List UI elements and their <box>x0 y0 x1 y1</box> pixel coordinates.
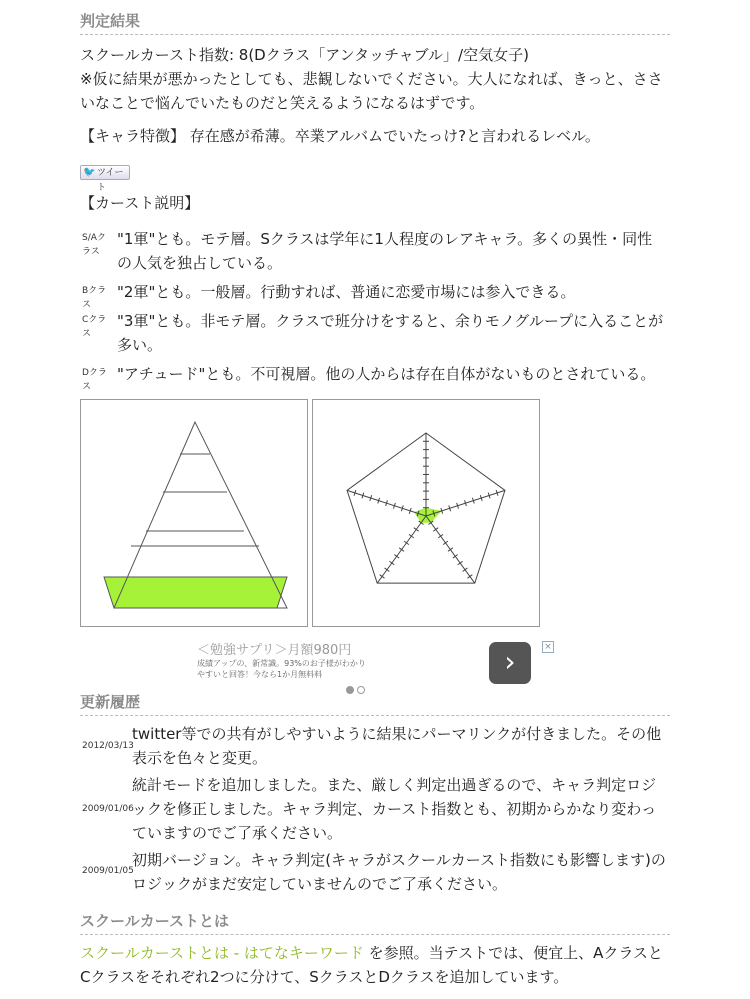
radar-tick <box>433 528 438 532</box>
tweet-button[interactable] <box>80 165 130 193</box>
radar-tick <box>404 541 409 545</box>
caste-description: "2軍"とも。一般層。行動すれば、普通に恋愛市場には参入できる。 <box>117 283 576 301</box>
caste-description: "アチュード"とも。不可視層。他の人からは存在自体がないものとされている。 <box>117 365 656 383</box>
result-note: ※仮に結果が悪かったとしても、悲観しないでください。大人になれば、きっと、ささいなことで悩んでいたものだと笑えるようになるはずです。 <box>80 70 663 112</box>
caste-description: "3軍"とも。非モテ層。クラスで班分けをすると、余りモノグループに入ることが多い。 <box>117 312 664 354</box>
radar-tick <box>458 561 463 565</box>
tweet-label: ツイート <box>97 168 124 193</box>
caste-label: Bクラス <box>82 286 107 310</box>
history-date: 2009/01/05 <box>82 866 134 876</box>
caste-row-b <box>80 280 670 310</box>
radar-tick <box>389 561 394 565</box>
radar-tick <box>443 541 448 545</box>
about-text <box>80 941 670 989</box>
ad-close-icon[interactable]: × <box>542 641 554 653</box>
radar-tick <box>380 575 385 579</box>
caste-label: Cクラス <box>82 315 107 339</box>
ad-body: 成績アップの、新常識。93%のお子様がわかりやすいと回答！今なら1か月無料料 <box>197 659 366 679</box>
radar-tick <box>463 568 468 572</box>
result-block <box>80 43 670 115</box>
caste-description: "1軍"とも。モテ層。Sクラスは学年に1人程度のレアキャラ。多くの異性・同性の人気を独占している。 <box>117 230 653 272</box>
history-date: 2012/03/13 <box>82 741 134 751</box>
radar-tick <box>394 555 399 559</box>
caste-row-d <box>80 362 670 392</box>
radar-svg <box>313 400 539 626</box>
pyramid-level-5 <box>104 577 287 608</box>
radar-chart <box>312 399 540 627</box>
twitter-bird-icon: 🐦 <box>83 167 96 178</box>
radar-tick <box>409 534 414 538</box>
history-text: twitter等での共有がしやすいように結果にパーマリンクが付きました。その他表示を色々と変更。 <box>132 725 662 767</box>
radar-tick <box>385 568 390 572</box>
radar-tick <box>467 575 472 579</box>
caste-row-c <box>80 309 670 357</box>
ad-next-button[interactable]: › <box>489 642 531 684</box>
caste-section-title: 【カースト説明】 <box>80 194 200 212</box>
radar-tick <box>399 548 404 552</box>
character-trait: 【キャラ特徴】 存在感が希薄。卒業アルバムでいたっけ?と言われるレベル。 <box>80 127 600 145</box>
pyramid-chart <box>80 399 308 627</box>
history-date: 2009/01/06 <box>82 804 134 814</box>
history-item <box>80 773 670 845</box>
history-section-title: 更新履歴 <box>80 691 670 716</box>
history-text: 初期バージョン。キャラ判定(キャラがスクールカースト指数にも影響します)のロジックがまだ安定していませんのでご了承ください。 <box>132 851 666 893</box>
caste-label: S/Aクラス <box>82 233 106 257</box>
history-text: 統計モードを追加しました。また、厳しく判定出過ぎるので、キャラ判定ロジックを修正しました。キャラ判定、カースト指数とも、初期からかなり変わっていますのでご了承ください。 <box>132 776 657 842</box>
radar-tick <box>453 555 458 559</box>
history-item <box>80 848 670 896</box>
radar-tick <box>448 548 453 552</box>
history-item <box>80 722 670 770</box>
hatena-keyword-link[interactable]: スクールカーストとは - はてなキーワード <box>80 944 364 962</box>
ad-title: ＜勉強サプリ＞月額980円 <box>197 643 352 658</box>
radar-tick <box>438 534 443 538</box>
ad-banner[interactable] <box>197 637 557 689</box>
about-section-title: スクールカーストとは <box>80 910 670 935</box>
caste-index-line: スクールカースト指数: 8(Dクラス「アンタッチャブル」/空気女子) <box>80 46 529 64</box>
about-description: を参照。当テストでは、便宜上、AクラスとCクラスをそれぞれ2つに分けて、SクラスとDクラスを追加しています。 <box>80 944 663 986</box>
pyramid-svg <box>81 400 307 626</box>
caste-row-sa <box>80 227 670 275</box>
radar-tick <box>414 528 419 532</box>
result-section-title: 判定結果 <box>80 10 670 35</box>
caste-label: Dクラス <box>82 368 107 392</box>
